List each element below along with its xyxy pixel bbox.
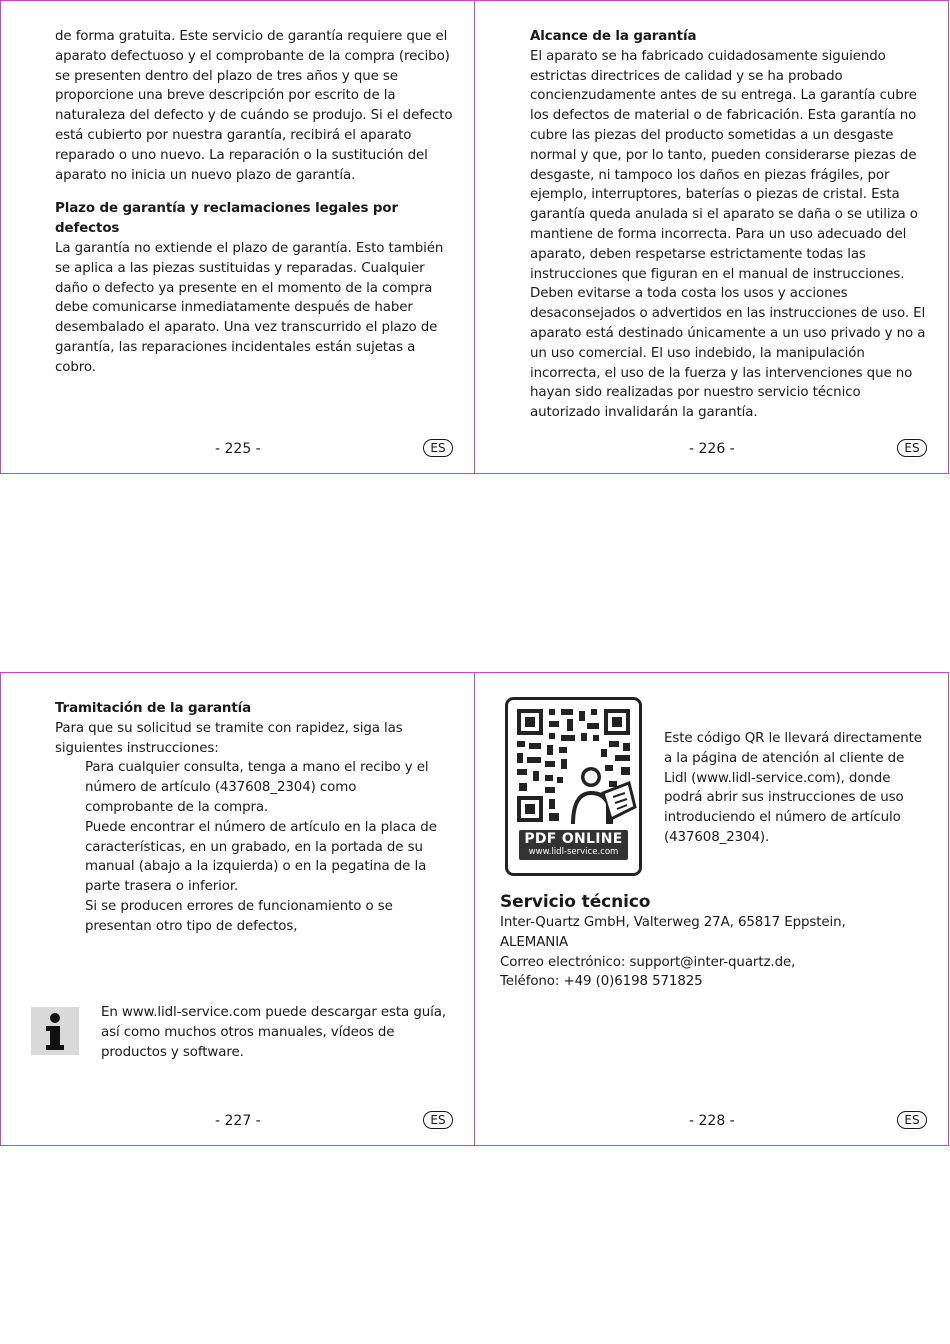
section-heading: Tramitación de la garantía (55, 701, 252, 716)
text-line: proporcione una breve descripción por escrito de la (55, 88, 396, 104)
text-line: concienzudamente antes de su entrega. La garantía cubre (530, 88, 917, 104)
list-item-line: comprobante de la compra. (85, 799, 269, 815)
qr-label: PDF ONLINE (524, 831, 623, 847)
section-heading: Alcance de la garantía (530, 29, 697, 44)
text-line: Deben evitarse a toda costa los usos y acciones (530, 286, 848, 302)
text-line: productos y software. (101, 1044, 244, 1060)
page-footer (1, 1111, 474, 1131)
text-line: ejemplo, interruptores, baterías o piezas de cristal. Esta (530, 187, 900, 203)
page-footer (475, 1111, 948, 1131)
text-line: está cubierto por nuestra garantía, recibirá el aparato (55, 127, 412, 143)
text-line: cobro. (55, 359, 96, 375)
page-footer (475, 439, 948, 459)
qr-url: www.lidl-service.com (528, 847, 619, 857)
text-line: En www.lidl-service.com puede descargar esta guía, (101, 1005, 446, 1020)
text-line: cubre las piezas del producto sometidas a un desgaste (530, 127, 894, 143)
page-226 (474, 0, 949, 474)
text-line: aparato no inicia un nuevo plazo de garantía. (55, 167, 356, 183)
text-line: Este código QR le llevará directamente (664, 731, 922, 746)
info-icon (31, 1007, 79, 1055)
page-227 (0, 672, 474, 1146)
text-line: naturaleza del defecto y de cuándo se produjo. Si el defecto (55, 108, 453, 124)
text-line: a la página de atención al cliente de (664, 750, 905, 766)
text-line: estrictas directrices de calidad y se ha probado (530, 68, 843, 84)
qr-description (664, 729, 934, 848)
text-line: daño o defecto ya presente en el momento de la compra (55, 280, 433, 296)
text-line: aparato está destinado únicamente a un uso privado y no a (530, 325, 926, 341)
list-item-line: características, en un grabado, en la portada de su (85, 839, 423, 855)
email-line: Correo electrónico: support@inter-quartz.de, (500, 954, 796, 970)
text-line: incorrecta, el uso de la fuerza y las intervenciones que no (530, 365, 913, 381)
page-number: - 228 - (689, 1113, 735, 1129)
text-line: se presenten dentro del plazo de tres años y que se (55, 68, 398, 84)
info-note (101, 1003, 461, 1062)
text-line: garantía queda anulada si el aparato se daña o se utiliza o (530, 207, 918, 223)
phone-line: Teléfono: +49 (0)6198 571825 (500, 974, 703, 990)
page-number: - 226 - (689, 441, 735, 457)
list-item-line: número de artículo (437608_2304) como (85, 780, 357, 796)
text-line: desembalado el aparato. Una vez transcurrido el plazo de (55, 320, 438, 336)
list-item-line: Puede encontrar el número de artículo en la placa de (85, 819, 437, 835)
language-badge: ES (423, 1111, 453, 1129)
text-line: mantiene de forma incorrecta. Para un uso adecuado del (530, 226, 907, 242)
page-226-body (530, 27, 940, 423)
text-line: desaconsejados o advertidos en las instrucciones de uso. El (530, 306, 926, 322)
list-item-line: presentan otro tipo de defectos, (85, 918, 298, 934)
service-section (500, 891, 920, 992)
text-line: reparado o uno nuevo. La reparación o la sustitución del (55, 147, 428, 163)
text-line: un uso comercial. El uso indebido, la manipulación (530, 345, 865, 361)
text-line: aparato, deben respetarse estrictamente todas las (530, 246, 866, 262)
language-badge: ES (423, 439, 453, 457)
section-heading: defectos (55, 221, 120, 237)
page-footer (1, 439, 474, 459)
text-line: desgaste, ni tampoco los daños en piezas frágiles, por (530, 167, 890, 183)
text-line: El aparato se ha fabricado cuidadosamente siguiendo (530, 48, 886, 64)
text-line: garantía, las reparaciones incidentales están sujetas a (55, 339, 416, 355)
text-line: instrucciones que figuran en el manual de instrucciones. (530, 266, 905, 282)
page-number: - 225 - (215, 441, 261, 457)
list-item-line: manual (abajo a la izquierda) o en la pegatina de la (85, 859, 427, 875)
text-line: Para que su solicitud se tramite con rapidez, siga las (55, 720, 403, 736)
qr-code-icon[interactable] (505, 697, 642, 876)
text-line: aparato defectuoso y el comprobante de la compra (recibo) (55, 48, 450, 64)
page-227-body (55, 699, 465, 937)
page-225 (0, 0, 474, 474)
text-line: los defectos de material o de fabricación. Esta garantía no (530, 108, 917, 124)
text-line: debe comunicarse inmediatamente después de haber (55, 300, 413, 316)
text-line: de forma gratuita. Este servicio de garantía requiere que el (55, 29, 448, 44)
text-line: (437608_2304). (664, 829, 770, 845)
list-item-line: Para cualquier consulta, tenga a mano el recibo y el (85, 760, 429, 776)
text-line: normal y que, por lo tanto, pueden considerarse piezas de (530, 147, 917, 163)
text-line: autorizado invalidarán la garantía. (530, 405, 758, 421)
text-line: se aplica a las piezas sustituidas y reparadas. Cualquier (55, 260, 425, 276)
text-line: Lidl (www.lidl-service.com), donde (664, 770, 891, 786)
page-number: - 227 - (215, 1113, 261, 1129)
text-line: introduciendo el número de artículo (664, 810, 901, 826)
service-title: Servicio técnico (500, 892, 651, 912)
text-line: así como muchos otros manuales, vídeos de (101, 1024, 395, 1040)
text-line: ALEMANIA (500, 934, 569, 950)
text-line: podrá abrir sus instrucciones de uso (664, 790, 904, 806)
list-item-line: Si se producen errores de funcionamiento o se (85, 898, 393, 914)
language-badge: ES (897, 439, 927, 457)
text-line: Inter-Quartz GmbH, Valterweg 27A, 65817 Eppstein, (500, 915, 846, 930)
page-225-body (55, 27, 465, 378)
text-line: siguientes instrucciones: (55, 740, 219, 756)
list-item-line: parte trasera o inferior. (85, 879, 239, 895)
page-228 (474, 672, 949, 1146)
language-badge: ES (897, 1111, 927, 1129)
section-heading: Plazo de garantía y reclamaciones legales por (55, 201, 398, 217)
text-line: La garantía no extiende el plazo de garantía. Esto también (55, 240, 444, 256)
text-line: hayan sido realizadas por nuestro servicio técnico (530, 385, 861, 401)
